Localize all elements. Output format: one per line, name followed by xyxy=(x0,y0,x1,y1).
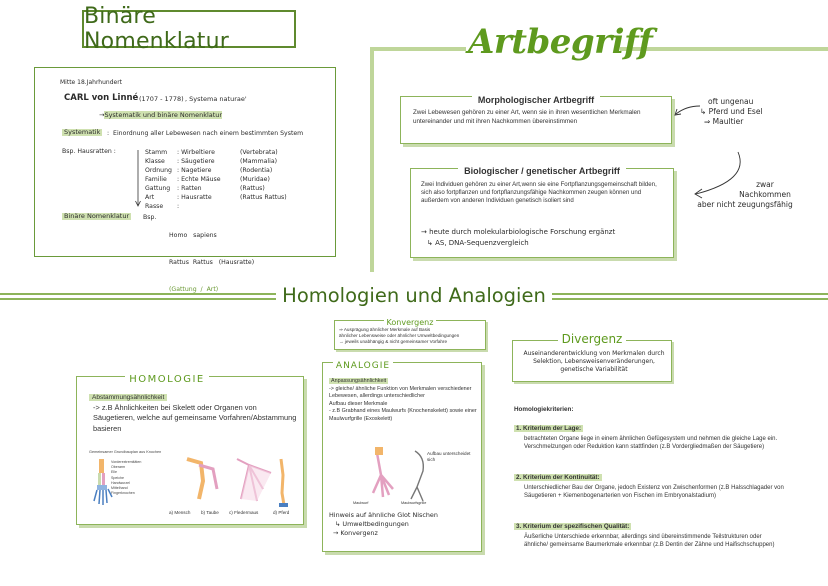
rank-values xyxy=(177,148,221,211)
bio-title-wrap xyxy=(411,161,673,179)
analogie-title-wrap xyxy=(323,355,403,373)
morph-title-wrap xyxy=(401,90,671,108)
rank-item: Gattung xyxy=(145,185,171,192)
bio-title: Biologischer / genetischer Artbegriff xyxy=(458,166,626,176)
rank-value: : Ratten xyxy=(177,185,202,192)
morph-box xyxy=(400,96,672,144)
homologie-text: -> z.B Ähnlichkeiten bei Skelett oder Organen von Säugetieren, welche auf gemeinsame Vorfahren/Abstammung basieren xyxy=(93,403,297,433)
rank-latin-item: (Vertebrata) xyxy=(240,149,278,156)
konvergenz-title: Konvergenz xyxy=(384,318,437,327)
rank-latin-item: (Rattus Rattus) xyxy=(240,194,287,201)
binary-line: (Gattung / Art) xyxy=(169,286,219,293)
divergenz-box xyxy=(512,332,672,382)
artbegriff-frame-top-left xyxy=(370,47,466,51)
section-title-homologien: Homologien und Analogien xyxy=(282,284,546,307)
analogie-note: Aufbau unterscheidet sich xyxy=(427,451,471,462)
analogie-fig-label: Maulwurfsgrille xyxy=(401,501,427,505)
side-note-line: Nachkommen xyxy=(739,190,791,199)
linne-work: , Systema naturae' xyxy=(185,95,247,103)
rank-value: : Hausratte xyxy=(177,194,212,201)
bio-text: Zwei Individuen gehören zu einer Art,wenn sie eine Fortpflanzungsgemeinschaft bilden, sich also fortpflanzen und fortpflanzungsfähige Nachkommen zeugen können und außerdem von anderen Individuen genetisch isoliert sind xyxy=(421,181,657,205)
binary-line: Rattus Rattus (Hausratte) xyxy=(169,259,255,266)
period-text: Mitte 18.Jahrhundert xyxy=(60,79,123,86)
divider-left-2 xyxy=(0,298,276,300)
morph-text: Zwei Lebewesen gehören zu einer Art, wenn sie in ihren wesentlichen Merkmalen untereinander und mit ihren Nachkommen übereinstimmen xyxy=(413,109,641,125)
bio-note-1: → heute durch molekularbiologische Forschung ergänzt xyxy=(421,228,616,236)
divergenz-title: Divergenz xyxy=(558,332,627,346)
side-note-line: ⇒ Maultier xyxy=(704,117,744,126)
rank-value: : xyxy=(177,203,180,210)
rank-value: : Nagetiere xyxy=(177,167,212,174)
divider-left-1 xyxy=(0,293,276,295)
limb-legend: Gemeinsamer Grundbauplan aus Knochen xyxy=(89,450,162,454)
bio-note-2: ↳ AS, DNA-Sequenzvergleich xyxy=(427,239,529,247)
rank-item: Rasse xyxy=(145,203,164,210)
divider-right-2 xyxy=(552,298,828,300)
arrow-to-morph-icon xyxy=(672,100,702,120)
result-highlight: Systematik und binäre Nomenklatur xyxy=(104,111,223,119)
side-note-line: zwar xyxy=(756,180,774,189)
linne-name: CARL von Linné xyxy=(64,93,139,103)
arrow-to-bio-icon xyxy=(690,150,750,200)
rank-latin-item: (Mammalia) xyxy=(240,158,278,165)
systematik-text: : Einordnung aller Lebewesen nach einem bestimmten System xyxy=(107,130,304,137)
konvergenz-text: ⇒ Ausprägung ähnlicher Merkmale auf Basis ähnlicher Lebensweise oder ähnlicher Umweltbedingungen → jeweils unabhängig & nicht gemeinsamer Vorfahre xyxy=(339,327,460,344)
analogie-box xyxy=(322,362,482,552)
limb-caption: b) Taube xyxy=(201,510,219,515)
limb-caption: c) Fledermaus xyxy=(229,510,259,515)
limb-labels: Vorderextremitäten Oberarm Elle Speiche Handwurzel Mittelhand Fingerknochen xyxy=(111,460,142,496)
binary-label: Binäre Nomenklatur xyxy=(64,212,130,220)
kriterium-1-title: 1. Kriterium der Lage: xyxy=(516,425,582,432)
rank-arrow-icon xyxy=(135,150,141,210)
kriterium-2-text: Unterschiedlicher Bau der Organe, jedoch Existenz von Zwischenformen (z.B Halsschlagader von Säugetieren + Kiemenbogenarterien von Fischen im Embryonalstadium) xyxy=(524,485,784,500)
rank-latin xyxy=(240,148,287,202)
analogie-subtitle: Anpassungsähnlichkeit xyxy=(331,378,387,384)
rank-item: Art xyxy=(145,194,155,201)
side-note-line: ↳ Pferd und Esel xyxy=(700,107,763,116)
limb-caption: a) Mensch xyxy=(169,510,191,515)
result-text: →Systematik und binäre Nomenklatur xyxy=(99,111,223,119)
artbegriff-title: Artbegriff xyxy=(468,22,653,62)
analogie-title: ANALOGIE xyxy=(333,361,393,371)
rank-item: Familie xyxy=(145,176,167,183)
side-note-line: oft ungenau xyxy=(708,97,754,106)
rank-value: : Wirbeltiere xyxy=(177,149,215,156)
kriterium-2-title: 2. Kriterium der Kontinuität: xyxy=(516,474,600,481)
systematik-label: Systematik xyxy=(64,128,101,136)
kriterium-3-text: Äußerliche Unterschiede erkennbar, allerdings sind übereinstimmende Teilstrukturen oder ähnliche/ gemeinsame Baumerkmale erkennbar (z.B Dentin der Zähne und Haifischschuppen) xyxy=(524,534,775,549)
analogie-text: -> gleiche/ ähnliche Funktion von Merkmalen verschiedener Lebewesen, allerdings unterschiedlicher Aufbau dieser Merkmale - z.B Grabhand eines Maulwurfs (Knochenskelett) sowie einer Maulwurfgrille (Exoskelett) xyxy=(329,386,477,422)
homologie-subtitle: Abstammungsähnlichkeit xyxy=(89,394,167,401)
divergenz-title-wrap xyxy=(513,330,671,348)
side-note-line: aber nicht zeugungsfähig xyxy=(697,200,793,209)
rank-item: Ordnung xyxy=(145,167,172,174)
rank-latin-item: (Rattus) xyxy=(240,185,265,192)
rank-latin-item: (Rodentia) xyxy=(240,167,273,174)
konvergenz-box xyxy=(334,320,486,350)
linne-years: (1707 - 1778) xyxy=(139,95,184,103)
kriterium-1-text: betrachteten Organe liege in einem ähnlichen Gefügesystem und nehmen die gleiche Lage ein. Verschmelzungen oder Reduktion kann stattfinden (z.B Vordergliedmaßen der Säugetiere) xyxy=(524,436,778,451)
binary-bsp: Bsp. xyxy=(143,214,157,221)
analogie-hint: Hinweis auf ähnliche Glot Nischen ↳ Umweltbedingungen → Konvergenz xyxy=(329,511,438,537)
page-title-nomenklatur: Binäre Nomenklatur xyxy=(82,10,296,48)
rank-item: Stamm xyxy=(145,149,168,156)
morph-title: Morphologischer Artbegriff xyxy=(472,95,600,105)
kriterien-title: Homologiekriterien: xyxy=(514,406,574,413)
bio-box xyxy=(410,168,674,258)
binary-line: Homo sapiens xyxy=(169,232,217,239)
homologie-title-wrap xyxy=(107,369,227,387)
divider-right-1 xyxy=(552,293,828,295)
side-note-1 xyxy=(700,97,763,127)
rank-latin-item: (Muridae) xyxy=(240,176,270,183)
homologie-title: HOMOLOGIE xyxy=(125,374,209,385)
nomenclature-card xyxy=(34,67,336,293)
artbegriff-frame-left xyxy=(370,47,374,272)
kriterium-3-title: 3. Kriterium der spezifischen Qualität: xyxy=(516,523,630,530)
rank-value: : Säugetiere xyxy=(177,158,215,165)
rank-value: : Echte Mäuse xyxy=(177,176,221,183)
divergenz-text: Auseinanderentwicklung von Merkmalen durch Selektion, Lebensweisenveränderungen, genetische Variabilität xyxy=(523,350,665,374)
rank-item: Klasse xyxy=(145,158,165,165)
homologie-box xyxy=(76,376,304,525)
example-label: Bsp. Hausratten : xyxy=(62,148,116,155)
limb-caption: d) Pferd xyxy=(273,510,290,515)
rank-column xyxy=(145,148,172,211)
analogie-fig-label: Maulwurf xyxy=(353,501,369,505)
